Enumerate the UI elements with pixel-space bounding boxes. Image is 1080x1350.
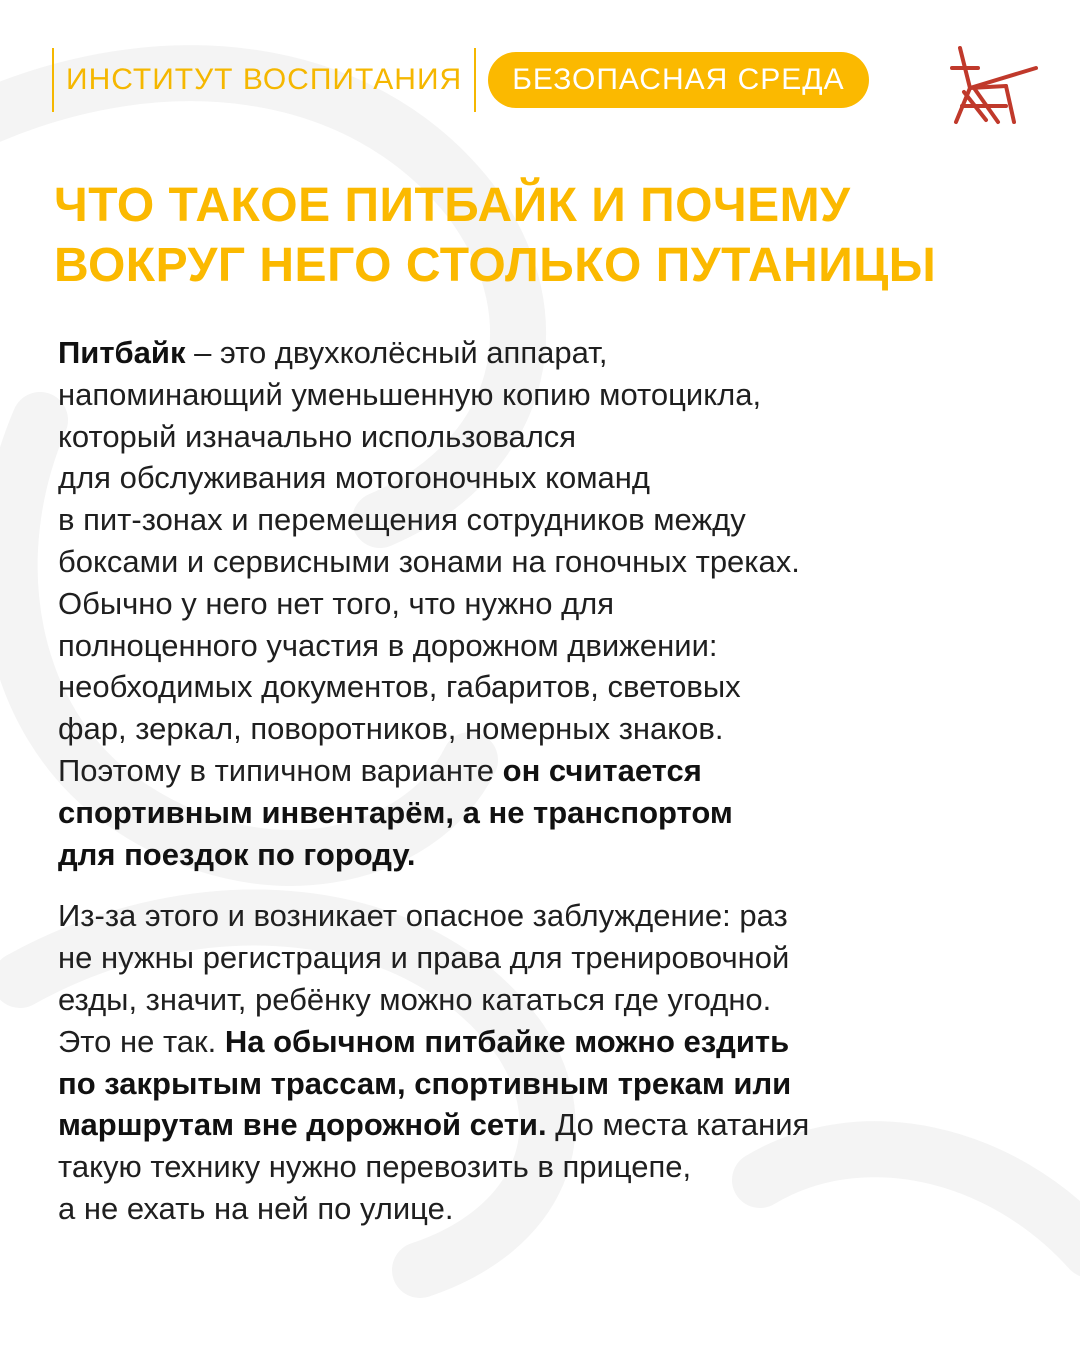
text-line: в пит-зонах и перемещения сотрудников между <box>58 502 746 538</box>
text-line: Обычно у него нет того, что нужно для <box>58 585 615 621</box>
text-line: который изначально использовался <box>58 418 577 454</box>
text-line: а не ехать на ней по улице. <box>58 1190 454 1226</box>
paragraph-misconception <box>58 895 1048 1229</box>
text-line <box>58 792 1048 834</box>
emphasis-text: для поездок по городу. <box>58 836 416 872</box>
text-line: напоминающий уменьшенную копию мотоцикла, <box>58 376 762 412</box>
text-line: Из-за этого и возникает опасное заблуждение: раз <box>58 898 788 934</box>
text-line <box>58 750 1048 792</box>
page-title <box>54 176 1054 296</box>
header-divider-right <box>474 48 476 112</box>
text-span: Поэтому в типичном варианте <box>58 752 503 788</box>
text-line <box>58 332 1048 374</box>
emphasis-text: он считается <box>502 752 702 788</box>
text-span: – это двухколёсный аппарат, <box>185 335 608 370</box>
text-line: езды, значит, ребёнку можно кататься где угодно. <box>58 981 772 1017</box>
emphasis-text: спортивным инвентарём, а не транспортом <box>58 794 733 830</box>
text-span: До места катания <box>546 1107 810 1143</box>
emphasis-text: маршрутам вне дорожной сети. <box>58 1107 547 1143</box>
text-line <box>58 1104 1048 1146</box>
header <box>52 48 869 112</box>
article-body <box>58 332 1048 1230</box>
emphasis-text: по закрытым трассам, спортивным трекам или <box>58 1065 792 1101</box>
emphasis-text: На обычном питбайке можно ездить <box>224 1023 790 1059</box>
text-line: такую технику нужно перевозить в прицепе, <box>58 1149 692 1185</box>
text-line <box>58 834 1048 876</box>
topic-tag-badge: БЕЗОПАСНАЯ СРЕДА <box>488 52 868 108</box>
text-line: полноценного участия в дорожном движении: <box>58 627 718 663</box>
red-chair-logo-icon <box>944 42 1040 126</box>
text-line: фар, зеркал, поворотников, номерных знаков. <box>58 711 724 747</box>
text-line <box>58 1021 1048 1063</box>
text-line: не нужны регистрация и права для тренировочной <box>58 940 790 976</box>
title-line-2: ВОКРУГ НЕГО СТОЛЬКО ПУТАНИЦЫ <box>54 239 937 292</box>
term-pitbike: Питбайк <box>58 335 186 370</box>
title-line-1: ЧТО ТАКОЕ ПИТБАЙК И ПОЧЕМУ <box>54 179 851 232</box>
text-line: для обслуживания мотогоночных команд <box>58 460 650 496</box>
text-line <box>58 1063 1048 1105</box>
paragraph-definition <box>58 332 1048 875</box>
text-line: боксами и сервисными зонами на гоночных треках. <box>58 543 800 579</box>
text-span: Это не так. <box>58 1023 225 1059</box>
organization-label: ИНСТИТУТ ВОСПИТАНИЯ <box>66 63 463 96</box>
text-line: необходимых документов, габаритов, световых <box>58 669 741 705</box>
